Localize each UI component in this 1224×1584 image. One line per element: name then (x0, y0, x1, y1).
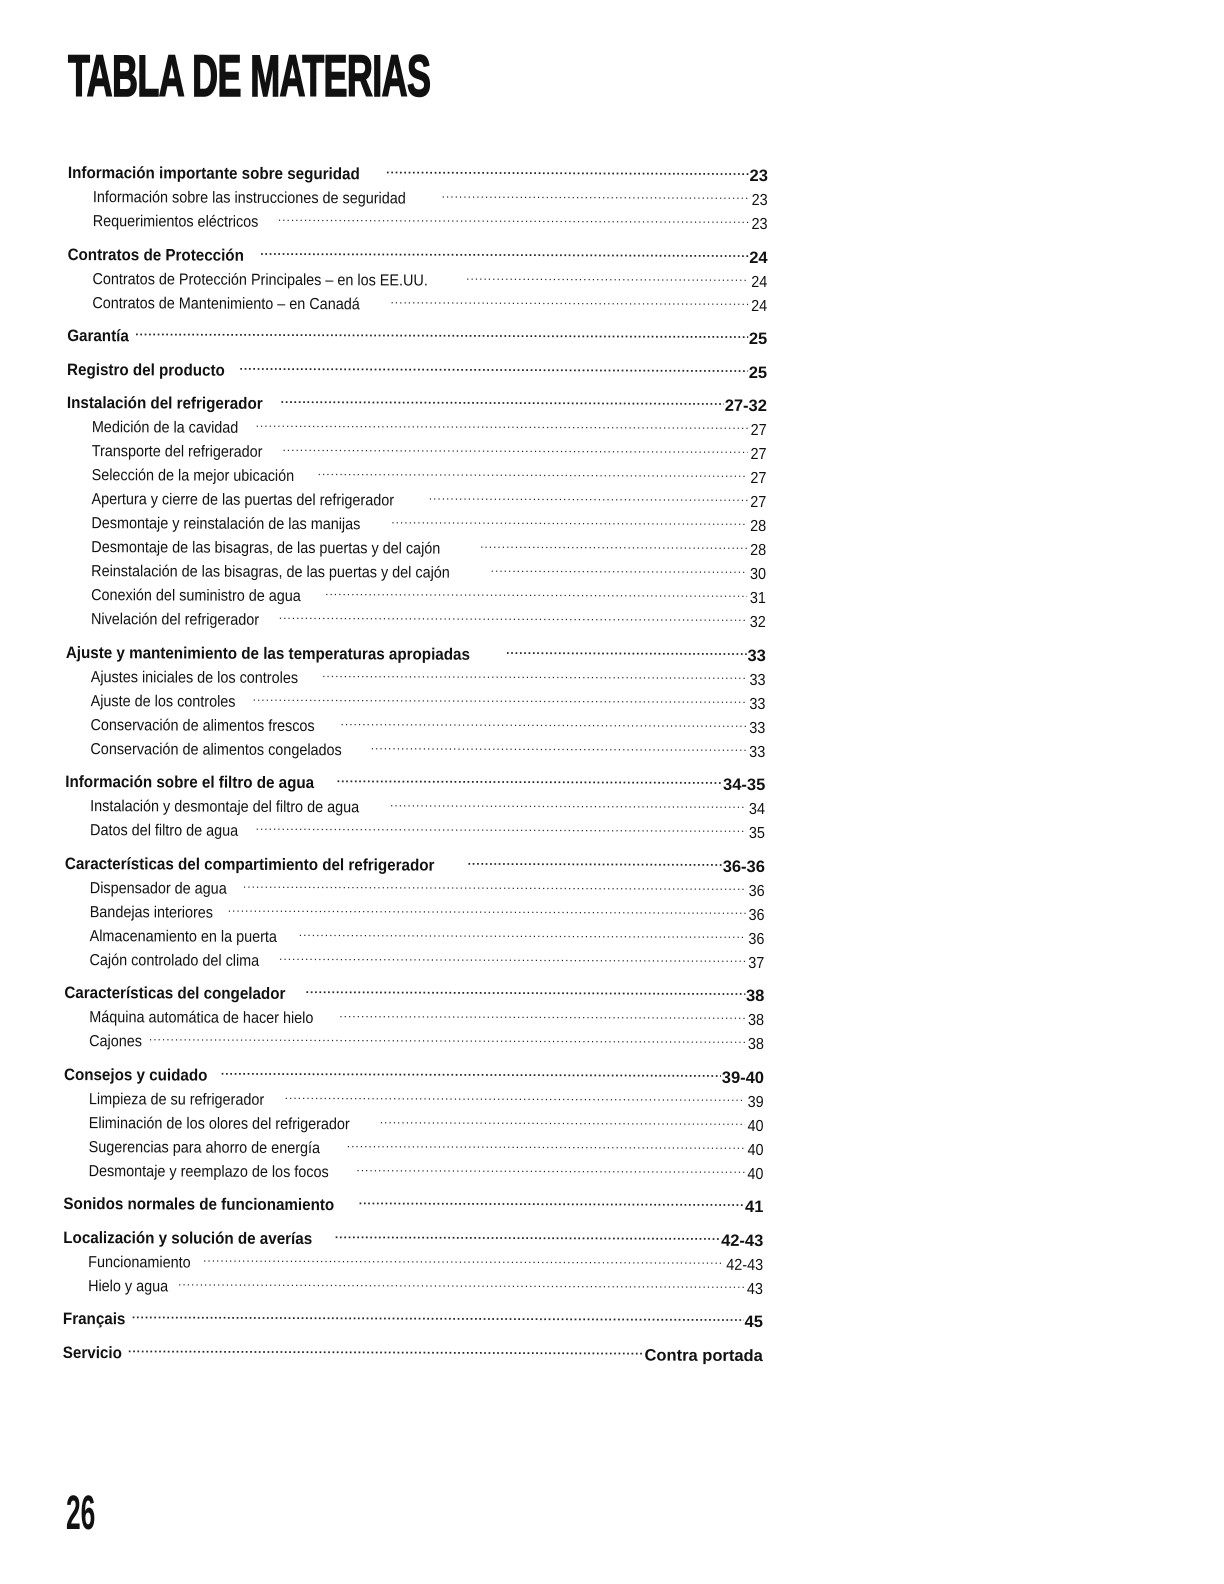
dot-leader (228, 899, 746, 919)
dot-leader (325, 583, 747, 603)
toc-section-entry-label: Información sobre el filtro de agua (65, 772, 315, 793)
page-number: 26 (66, 1487, 96, 1540)
toc-subentry-page: 36 (748, 930, 765, 948)
toc-subentry-label: Datos del filtro de agua (90, 822, 239, 840)
dot-leader (253, 688, 747, 708)
toc-subentry-page: 37 (748, 954, 765, 972)
toc-subentry-page: 33 (749, 719, 766, 737)
toc-section-entry[interactable] (65, 850, 765, 877)
toc-subentry-label: Conservación de alimentos frescos (90, 716, 315, 735)
toc-subentry[interactable] (67, 265, 767, 292)
dot-leader (390, 291, 748, 311)
toc-subentry[interactable] (64, 1028, 764, 1055)
toc-section-entry-page: 41 (745, 1197, 764, 1217)
toc-subentry-page: 36 (748, 906, 765, 924)
dot-leader (339, 1005, 745, 1025)
toc-section-entry[interactable] (64, 980, 764, 1007)
toc-subentry-label: Almacenamiento en la puerta (89, 927, 277, 946)
toc-subentry-label: Reinstalación de las bisagras, de las puertas y del cajón (91, 563, 450, 582)
toc-subentry-page: 28 (750, 541, 767, 560)
toc-subentry-page: 28 (750, 517, 767, 536)
toc-subentry-label: Contratos de Mantenimiento – en Canadá (92, 294, 360, 313)
dot-leader (356, 1159, 744, 1179)
toc-section-entry-page: 36-36 (722, 857, 765, 876)
toc-section-entry-page: 45 (744, 1312, 763, 1332)
toc-section-entry-label: Registro del producto (67, 360, 225, 380)
dot-leader (480, 536, 747, 555)
dot-leader (306, 981, 745, 1001)
toc-subentry[interactable] (66, 606, 766, 633)
toc-section-entry[interactable] (67, 356, 767, 383)
toc-subentry-page: 23 (751, 215, 768, 234)
toc-subentry-page: 27 (750, 421, 767, 440)
toc-subentry-page: 36 (748, 882, 765, 900)
toc-subentry-label: Medición de la cavidad (91, 419, 239, 437)
toc-subentry-label: Dispensador de agua (89, 879, 227, 898)
toc-section-entry[interactable] (66, 639, 766, 666)
toc-subentry[interactable] (64, 1085, 764, 1112)
toc-section-entry[interactable] (63, 1339, 763, 1366)
dot-leader (239, 357, 747, 377)
toc-section-entry-label: Localización y solución de averías (63, 1228, 313, 1248)
toc-subentry-page: 38 (748, 1035, 765, 1054)
dot-leader (203, 1249, 721, 1269)
toc-section-entry[interactable] (63, 1191, 763, 1218)
dot-leader (380, 1111, 745, 1131)
toc-section-entry-label: Sonidos normales de funcionamiento (63, 1194, 335, 1215)
toc-subentry-page: 33 (749, 671, 766, 689)
toc-subentry-page: 33 (749, 743, 766, 761)
toc-section-entry-label: Características del congelador (64, 983, 286, 1003)
toc-subentry[interactable] (64, 946, 764, 973)
page-title: TABLA DE MATERIAS (68, 44, 431, 109)
toc-subentry-page: 27 (750, 445, 767, 464)
toc-subentry[interactable] (63, 1272, 763, 1299)
dot-leader (256, 818, 747, 838)
toc-subentry-label: Máquina automática de hacer hielo (89, 1009, 314, 1028)
toc-subentry[interactable] (66, 510, 766, 537)
toc-subentry[interactable] (68, 208, 768, 235)
dot-leader (135, 323, 748, 344)
toc-subentry[interactable] (65, 711, 765, 738)
toc-subentry-page: 40 (747, 1141, 764, 1159)
toc-subentry[interactable] (64, 1109, 764, 1136)
toc-section-entry-page: 27-32 (724, 396, 767, 416)
toc-section-entry-label: Instalación del refrigerador (66, 393, 263, 413)
dot-leader (221, 1062, 721, 1082)
dot-leader (318, 463, 748, 483)
toc-section-entry-page: 25 (748, 363, 768, 382)
toc-subentry[interactable] (66, 486, 766, 513)
toc-subentry-page: 38 (748, 1011, 765, 1030)
toc-section-entry-page: 33 (747, 646, 766, 665)
toc-subentry-page: 43 (747, 1280, 764, 1298)
toc-subentry[interactable] (65, 922, 765, 949)
toc-subentry[interactable] (65, 817, 765, 844)
toc-subentry-page: 33 (749, 695, 766, 713)
toc-subentry-label: Eliminación de los olores del refrigerador (88, 1114, 350, 1133)
toc-subentry[interactable] (65, 874, 765, 901)
toc-section-entry[interactable] (68, 241, 768, 268)
toc-section-entry[interactable] (63, 1306, 763, 1333)
toc-subentry-label: Bandejas interiores (89, 903, 214, 922)
toc-subentry-label: Conexión del suministro de agua (91, 587, 301, 606)
dot-leader (390, 794, 746, 814)
toc-subentry-label: Cajones (89, 1033, 143, 1051)
dot-leader (335, 1226, 720, 1246)
toc-subentry-label: Desmontaje y reinstalación de las manijas (91, 515, 361, 534)
toc-section-entry-label: Características del compartimiento del refrigerador (64, 854, 435, 875)
toc-section-entry-page: 24 (749, 248, 768, 267)
toc-subentry[interactable] (68, 184, 768, 211)
toc-subentry[interactable] (63, 1248, 763, 1275)
toc-subentry-page: 27 (750, 469, 767, 488)
toc-section-entry-label: Consejos y cuidado (63, 1065, 208, 1085)
dot-leader (468, 852, 722, 871)
toc-subentry[interactable] (67, 438, 767, 465)
toc-section-entry-page: Contra portada (644, 1346, 763, 1365)
toc-section-entry[interactable] (67, 323, 767, 350)
toc-subentry-page: 23 (751, 191, 768, 210)
toc-subentry[interactable] (66, 534, 766, 561)
toc-section-entry-page: 38 (745, 986, 765, 1006)
toc-subentry-label: Conservación de alimentos congelados (90, 740, 342, 759)
toc-subentry[interactable] (67, 414, 767, 441)
dot-leader (442, 186, 750, 205)
toc-subentry-label: Ajuste de los controles (90, 692, 236, 711)
toc-subentry-label: Requerimientos eléctricos (92, 213, 259, 231)
dot-leader (256, 415, 749, 435)
toc-subentry-label: Apertura y cierre de las puertas del refrigerador (91, 491, 395, 510)
toc-subentry[interactable] (66, 687, 766, 714)
toc-subentry-label: Desmontaje de las bisagras, de las puertas y del cajón (91, 539, 441, 558)
toc-subentry[interactable] (65, 735, 765, 762)
dot-leader (466, 267, 749, 286)
toc-subentry[interactable] (65, 793, 765, 820)
toc-subentry-label: Información sobre las instrucciones de seguridad (92, 189, 406, 208)
dot-leader (429, 488, 748, 507)
toc-subentry-page: 39 (747, 1093, 764, 1111)
dot-leader (243, 875, 746, 895)
toc-section-entry-label: Contratos de Protección (67, 245, 244, 265)
toc-section-entry[interactable] (63, 1224, 763, 1251)
toc-subentry[interactable] (64, 1133, 764, 1160)
dot-leader (282, 439, 748, 459)
dot-leader (281, 391, 724, 411)
dot-leader (341, 713, 747, 733)
dot-leader (337, 770, 722, 790)
toc-subentry[interactable] (66, 558, 766, 585)
table-of-contents (63, 160, 768, 1367)
toc-subentry[interactable] (66, 663, 766, 690)
toc-subentry-page: 42-43 (726, 1256, 764, 1274)
toc-subentry-page: 31 (750, 589, 767, 608)
toc-subentry-label: Cajón controlado del clima (89, 951, 260, 970)
toc-section-entry-label: Ajuste y mantenimiento de las temperaturas apropiadas (65, 643, 470, 664)
dot-leader (128, 1340, 644, 1360)
toc-subentry[interactable] (65, 898, 765, 925)
toc-subentry-label: Funcionamiento (88, 1253, 191, 1272)
dot-leader (149, 1028, 746, 1049)
toc-subentry[interactable] (67, 462, 767, 489)
dot-leader (322, 665, 747, 685)
dot-leader (278, 209, 749, 229)
dot-leader (132, 1306, 744, 1327)
toc-subentry-label: Instalación y desmontaje del filtro de agua (90, 798, 360, 817)
toc-subentry-page: 40 (747, 1165, 764, 1183)
dot-leader (285, 1086, 746, 1106)
toc-subentry-label: Transporte del refrigerador (91, 443, 263, 461)
toc-subentry-page: 24 (751, 297, 768, 315)
dot-leader (359, 1192, 744, 1212)
toc-subentry[interactable] (67, 289, 767, 316)
toc-subentry-label: Desmontaje y reemplazo de los focos (88, 1162, 329, 1181)
toc-subentry-label: Hielo y agua (88, 1277, 169, 1295)
toc-subentry-page: 40 (747, 1117, 764, 1135)
dot-leader (299, 924, 746, 944)
toc-subentry-page: 27 (750, 493, 767, 512)
toc-subentry-page: 32 (749, 613, 767, 632)
toc-section-entry[interactable] (65, 769, 765, 796)
dot-leader (386, 161, 748, 181)
dot-leader (347, 1135, 745, 1155)
toc-subentry[interactable] (64, 1157, 764, 1184)
toc-section-entry-page: 42-43 (721, 1231, 764, 1250)
toc-section-entry-page: 39-40 (721, 1068, 765, 1087)
dot-leader (506, 641, 746, 660)
toc-subentry-label: Sugerencias para ahorro de energía (88, 1138, 321, 1157)
toc-subentry-label: Contratos de Protección Principales – en los EE.UU. (92, 270, 428, 290)
toc-section-entry-label: Información importante sobre seguridad (67, 163, 360, 184)
toc-subentry-page: 34 (749, 800, 766, 819)
dot-leader (371, 737, 747, 757)
toc-section-entry[interactable] (68, 160, 768, 187)
toc-section-entry-page: 34-35 (723, 775, 766, 795)
toc-subentry[interactable] (64, 1004, 764, 1031)
toc-section-entry-label: Garantía (67, 326, 129, 346)
toc-section-entry-label: Français (62, 1309, 126, 1329)
toc-subentry-page: 35 (749, 824, 766, 843)
toc-section-entry-page: 23 (749, 166, 768, 186)
dot-leader (279, 947, 746, 967)
dot-leader (491, 560, 748, 579)
toc-section-entry[interactable] (64, 1061, 764, 1088)
toc-section-entry-label: Servicio (62, 1343, 122, 1362)
toc-subentry-page: 30 (750, 565, 767, 584)
toc-subentry[interactable] (66, 582, 766, 609)
dot-leader (178, 1273, 744, 1293)
dot-leader (279, 607, 748, 627)
toc-subentry-label: Limpieza de su refrigerador (88, 1090, 265, 1109)
dot-leader (260, 242, 748, 262)
toc-section-entry-page: 25 (748, 329, 768, 349)
toc-section-entry[interactable] (67, 390, 767, 417)
toc-subentry-label: Selección de la mejor ubicación (91, 467, 295, 485)
toc-subentry-page: 24 (751, 273, 768, 291)
dot-leader (391, 511, 747, 531)
toc-subentry-label: Nivelación del refrigerador (90, 611, 260, 629)
toc-subentry-label: Ajustes iniciales de los controles (90, 668, 299, 687)
